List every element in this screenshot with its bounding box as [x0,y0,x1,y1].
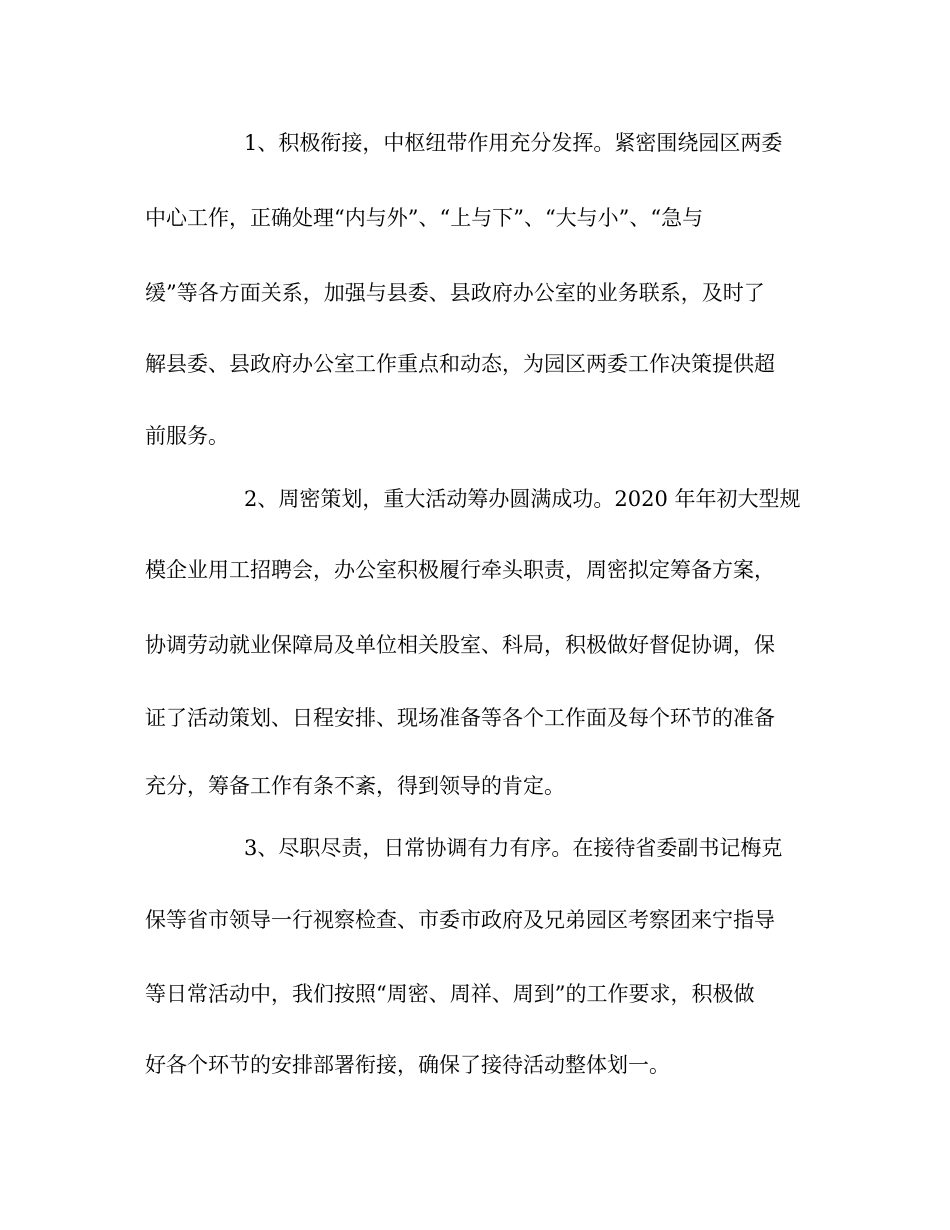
paragraph-2-line-2: 模企业用工招聘会，办公室积极履行牵头职责，周密拟定筹备方案， [145,558,775,582]
paragraph-1-line-2: 中心工作，正确处理“内与外”、“上与下”、“大与小”、“急与 [145,206,704,230]
paragraph-1-line-1: 1、积极衔接，中枢纽带作用充分发挥。紧密围绕园区两委 [244,131,783,155]
paragraph-3-line-1: 3、尽职尽责，日常协调有力有序。在接待省委副书记梅克 [244,836,783,860]
paragraph-2-line-4: 证了活动策划、日程安排、现场准备等各个工作面及每个环节的准备 [145,706,775,730]
paragraph-1-line-4: 解县委、县政府办公室工作重点和动态，为园区两委工作决策提供超 [145,352,775,376]
paragraph-2-line-3: 协调劳动就业保障局及单位相关股室、科局，积极做好督促协调，保 [145,633,775,657]
paragraph-3-line-2: 保等省市领导一行视察检查、市委市政府及兄弟园区考察团来宁指导 [145,908,775,932]
paragraph-3-line-3: 等日常活动中，我们按照“周密、周祥、周到”的工作要求，积极做 [145,982,755,1006]
paragraph-1-line-5: 前服务。 [145,424,229,448]
paragraph-1-line-3: 缓”等各方面关系，加强与县委、县政府办公室的业务联系，及时了 [145,281,765,305]
paragraph-2-line-1: 2、周密策划，重大活动筹办圆满成功。2020 年年初大型规 [244,487,801,511]
paragraph-3-line-4: 好各个环节的安排部署衔接，确保了接待活动整体划一。 [145,1053,670,1077]
paragraph-2-line-5: 充分，筹备工作有条不紊，得到领导的肯定。 [145,774,565,798]
